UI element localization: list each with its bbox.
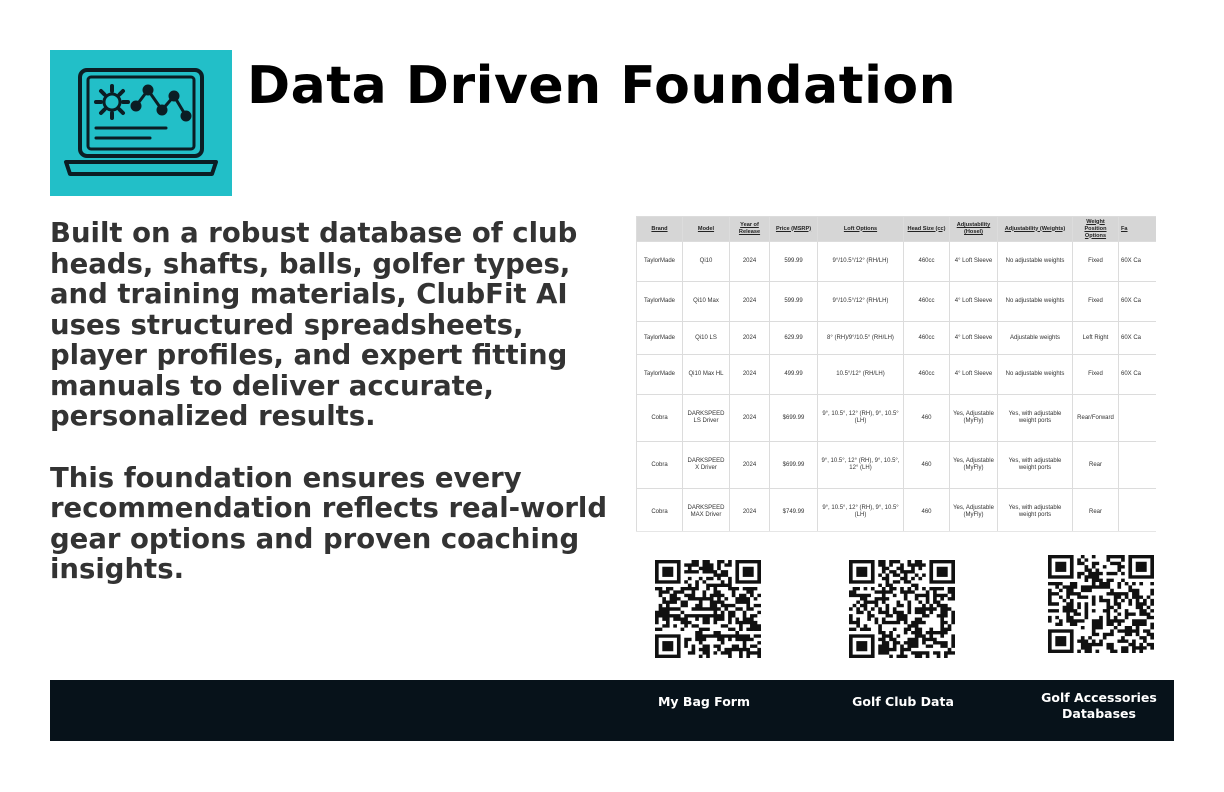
table-cell (1119, 489, 1157, 533)
qr-code-icon (849, 560, 955, 658)
table-cell: Yes, with adjustable weight ports (998, 395, 1073, 442)
table-cell: Cobra (637, 395, 683, 442)
table-cell: Qi10 Max (683, 282, 730, 322)
column-header: Adjustability (Weights) (998, 217, 1073, 242)
table-row (637, 489, 1157, 533)
column-header: Brand (637, 217, 683, 242)
table-row (637, 355, 1157, 395)
my-bag-form-label[interactable]: My Bag Form (657, 694, 750, 709)
body-copy (50, 218, 610, 585)
table-cell: Yes, Adjustable (MyFly) (950, 489, 998, 533)
table-cell: 2024 (730, 395, 770, 442)
table-cell: DARKSPEED X Driver (683, 442, 730, 489)
table-cell: $699.99 (770, 395, 818, 442)
table-cell: 460 (904, 395, 950, 442)
table-cell: Qi10 Max HL (683, 355, 730, 395)
table-cell: 9°/10.5°/12° (RH/LH) (818, 282, 904, 322)
column-header: Weight Position Options (1073, 217, 1119, 242)
table-cell: No adjustable weights (998, 282, 1073, 322)
table-row (637, 395, 1157, 442)
table-row (637, 282, 1157, 322)
golf-accessories-qr-code[interactable] (1048, 555, 1154, 653)
laptop-analytics-icon (50, 50, 232, 196)
table-cell: 2024 (730, 489, 770, 533)
club-data-table (636, 216, 1156, 532)
table-cell: Yes, Adjustable (MyFly) (950, 395, 998, 442)
table-cell: 2024 (730, 322, 770, 355)
table-cell: Qi10 (683, 242, 730, 282)
golf-club-data-label[interactable]: Golf Club Data (852, 694, 954, 709)
table-cell: 9°, 10.5°, 12° (RH), 9°, 10.5° (LH) (818, 395, 904, 442)
table-cell: Rear (1073, 489, 1119, 533)
table-cell: Fixed (1073, 242, 1119, 282)
table-cell: DARKSPEED LS Driver (683, 395, 730, 442)
table-cell: No adjustable weights (998, 355, 1073, 395)
column-header: Year of Release (730, 217, 770, 242)
qr-code-icon (655, 560, 761, 658)
table-cell: Cobra (637, 442, 683, 489)
table-cell: $749.99 (770, 489, 818, 533)
table-cell: 629.99 (770, 322, 818, 355)
table-header-row (637, 217, 1157, 242)
table-cell: 599.99 (770, 242, 818, 282)
page-title: Data Driven Foundation (247, 56, 957, 116)
table-cell: 2024 (730, 355, 770, 395)
table-cell: 2024 (730, 242, 770, 282)
table-cell: Rear/Forward (1073, 395, 1119, 442)
table-cell (1119, 395, 1157, 442)
golf-accessories-label[interactable]: Golf Accessories Databases (1041, 690, 1157, 721)
table-cell: 460cc (904, 242, 950, 282)
table-cell: 460cc (904, 355, 950, 395)
table-row (637, 242, 1157, 282)
table-cell: 4° Loft Sleeve (950, 322, 998, 355)
table-cell: 499.99 (770, 355, 818, 395)
table-cell: TaylorMade (637, 322, 683, 355)
golf-club-data-qr-code[interactable] (849, 560, 955, 658)
table-cell: 599.99 (770, 282, 818, 322)
table-cell: 460cc (904, 322, 950, 355)
table-cell: 60X Ca (1119, 322, 1157, 355)
table-cell: 9°, 10.5°, 12° (RH), 9°, 10.5°, 12° (LH) (818, 442, 904, 489)
table-cell: 4° Loft Sleeve (950, 242, 998, 282)
my-bag-form-qr-code[interactable] (655, 560, 761, 658)
table-cell: Adjustable weights (998, 322, 1073, 355)
table-cell: Left Right (1073, 322, 1119, 355)
table-cell: 60X Ca (1119, 355, 1157, 395)
table-cell: Fixed (1073, 282, 1119, 322)
table-cell: 2024 (730, 282, 770, 322)
column-header: Head Size (cc) (904, 217, 950, 242)
table-cell: TaylorMade (637, 282, 683, 322)
table-cell: 9°, 10.5°, 12° (RH), 9°, 10.5° (LH) (818, 489, 904, 533)
table-cell: 8° (RH)/9°/10.5° (RH/LH) (818, 322, 904, 355)
table-cell: TaylorMade (637, 242, 683, 282)
column-header: Loft Options (818, 217, 904, 242)
table-cell: 2024 (730, 442, 770, 489)
table-cell: 60X Ca (1119, 282, 1157, 322)
foundation-paragraph: This foundation ensures every recommendation reflects real-world gear options and proven coaching insights. (50, 461, 608, 585)
table-cell (1119, 442, 1157, 489)
table-row (637, 442, 1157, 489)
table-cell: No adjustable weights (998, 242, 1073, 282)
table-cell: Qi10 LS (683, 322, 730, 355)
column-header: Fa (1119, 217, 1157, 242)
table-cell: DARKSPEED MAX Driver (683, 489, 730, 533)
column-header: Model (683, 217, 730, 242)
column-header: Price (MSRP) (770, 217, 818, 242)
table-cell: 60X Ca (1119, 242, 1157, 282)
table-row (637, 322, 1157, 355)
table-cell: Yes, with adjustable weight ports (998, 442, 1073, 489)
intro-paragraph: Built on a robust database of club heads, shafts, balls, golfer types, and training materials, ClubFit AI uses structured spreadsheets, player profiles, and expert fitting manuals to deliver accurate, personalized results. (50, 217, 578, 432)
qr-code-icon (1048, 555, 1154, 653)
table-cell: 460cc (904, 282, 950, 322)
column-header: Adjustability (Hosel) (950, 217, 998, 242)
table-cell: 9°/10.5°/12° (RH/LH) (818, 242, 904, 282)
table-cell: Rear (1073, 442, 1119, 489)
table-cell: 4° Loft Sleeve (950, 282, 998, 322)
table-cell: TaylorMade (637, 355, 683, 395)
table-cell: Fixed (1073, 355, 1119, 395)
table-cell: Yes, with adjustable weight ports (998, 489, 1073, 533)
table-cell: 460 (904, 442, 950, 489)
table-cell: 4° Loft Sleeve (950, 355, 998, 395)
table-cell: Yes, Adjustable (MyFly) (950, 442, 998, 489)
table-cell: $699.99 (770, 442, 818, 489)
table-cell: 10.5°/12° (RH/LH) (818, 355, 904, 395)
spreadsheet-preview (636, 216, 1156, 532)
footer-bar (50, 680, 1174, 741)
table-cell: Cobra (637, 489, 683, 533)
table-cell: 460 (904, 489, 950, 533)
